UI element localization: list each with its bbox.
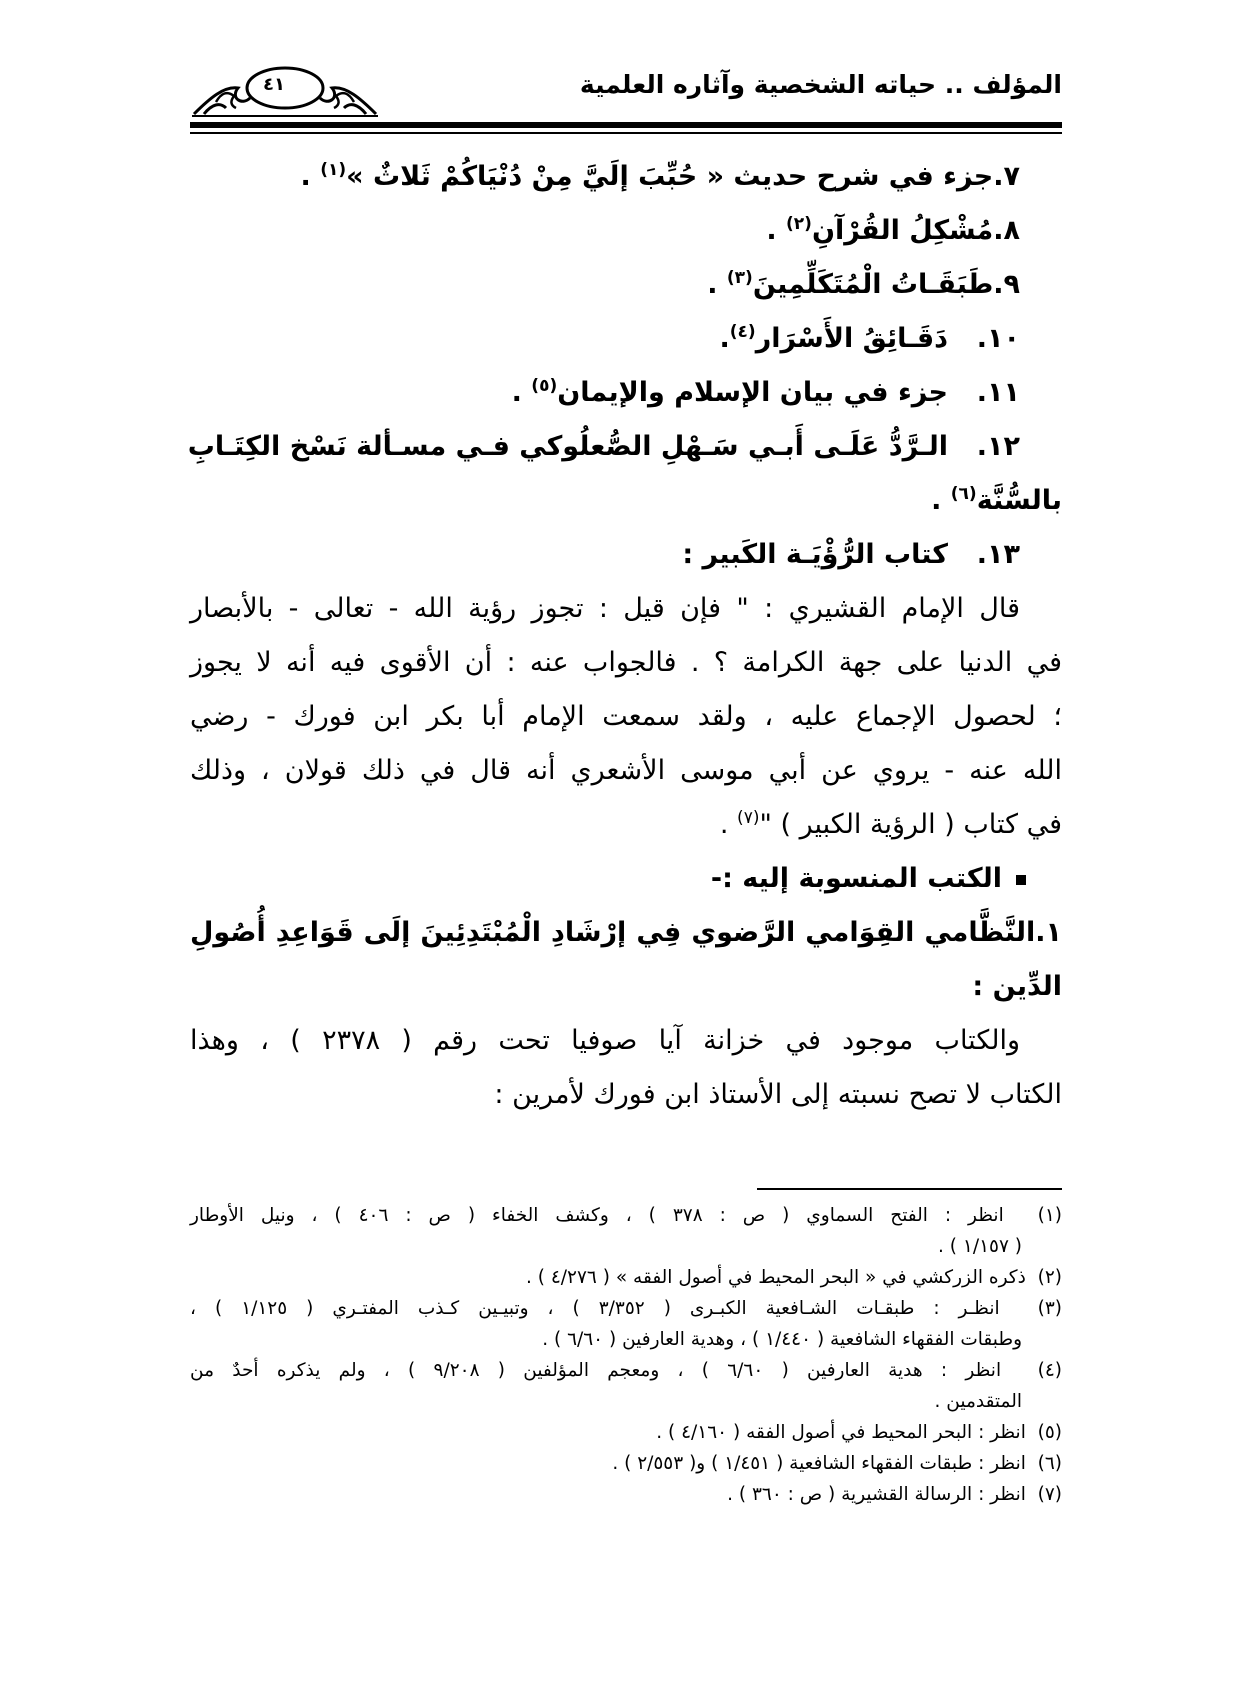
quote-line-1: قال الإمام القشيري : " فإن قيل : تجوز رؤية الله - تعالى - بالأبصار <box>190 593 1020 624</box>
quote-line-5: في كتاب ( الرؤية الكبير ) "$^{(٧)}$ . <box>719 808 1062 840</box>
footnote-ref-2: (٢) <box>785 214 812 234</box>
footnote-5: (٥) انظر : البحر المحيط في أصول الفقه ( ٤/١٦٠ ) . <box>656 1422 1062 1443</box>
list-item-10: ١٠.دَقَـائِقُ الأَسْرَار$^{(٤)}$. <box>719 322 1020 354</box>
footnote-ref-7: (٧) <box>737 808 760 828</box>
list-item-8: ٨.مُشْكِلُ القُرْآنِ$^{(٢)}$ . <box>766 214 1020 246</box>
footnote-2: (٢) ذكره الزركشي في « البحر المحيط في أصول الفقه » ( ٤/٢٧٦ ) . <box>526 1267 1062 1288</box>
section-heading-attributed-books: الكتب المنسوبة إليه :- <box>190 852 1062 906</box>
footnote-separator <box>757 1188 1062 1190</box>
quote-line-2: في الدنيا على جهة الكرامة ؟ . فالجواب عنه : أن الأقوى فيه أنه لا يجوز <box>190 647 1062 678</box>
footnote-ref-3: (٣) <box>726 268 753 288</box>
header-rule-thin <box>190 132 1062 134</box>
footnote-ref-5: (٥) <box>531 376 558 396</box>
attributed-book-1-cont: الدِّين : <box>972 971 1062 1002</box>
running-title: المؤلف .. حياته الشخصية وآثاره العلمية <box>579 70 1062 99</box>
list-item-11: ١١.جزء في بيان الإسلام والإيمان$^{(٥)}$ . <box>511 376 1020 408</box>
footnote-7: (٧) انظر : الرسالة القشيرية ( ص : ٣٦٠ ) . <box>727 1484 1062 1505</box>
header-rule-thick <box>190 122 1062 128</box>
attributed-book-1: ١.النَّظَّامي القِوَامي الرَّضوي فِي إرْشَادِ الْمُبْتَدِئِينَ إلَى قَوَاعِدِ أُصُولِ <box>190 917 1062 948</box>
footnote-ref-1: (١) <box>320 160 347 180</box>
main-text <box>187 150 1062 1122</box>
quote-line-3: ؛ لحصول الإجماع عليه ، ولقد سمعت الإمام أبا بكر ابن فورك - رضي <box>190 701 1062 732</box>
list-item-13: ١٣.كتاب الرُّؤْيَـة الكَبير : <box>682 539 1020 570</box>
paragraph-line-1: والكتاب موجود في خزانة آيا صوفيا تحت رقم ( ٢٣٧٨ ) ، وهذا <box>190 1025 1020 1056</box>
footnote-ref-6: (٦) <box>950 484 977 504</box>
quote-line-4: الله عنه - يروي عن أبي موسى الأشعري أنه قال في ذلك قولان ، وذلك <box>190 755 1062 786</box>
page-number: ٤١ <box>263 74 285 95</box>
footnote-4: (٤) انظر : هدية العارفين ( ٦/٦٠ ) ، ومعجم المؤلفين ( ٩/٢٠٨ ) ، ولم يذكره أحدٌ من المتقدمين . <box>190 1360 1062 1412</box>
footnotes <box>190 1200 1062 1510</box>
page-header <box>190 58 1062 128</box>
paragraph-line-2: الكتاب لا تصح نسبته إلى الأستاذ ابن فورك لأمرين : <box>494 1079 1062 1110</box>
list-item-12-cont: بالسُّنَّة$^{(٦)}$ . <box>931 484 1062 516</box>
footnote-ref-4: (٤) <box>729 322 756 342</box>
footnote-3: (٣) انظـر : طبقـات الشـافعية الكبـرى ( ٣/٣٥٢ ) ، وتبيـين كـذب المفتـري ( ١/١٢٥ ) ، وطبقات الفقهاء الشافعية ( ١/٤٤٠ ) ، وهدية العارفين ( ٦/٦٠ ) . <box>190 1298 1062 1350</box>
list-item-12: ١٢.الـرَّدُّ عَلَـى أَبـي سَـهْلِ الصُّعلُوكي فـي مسـألة نَسْخ الكِتَـابِ <box>187 431 1020 462</box>
list-item-7: ٧.جزء في شرح حديث « حُبِّبَ إلَيَّ مِنْ دُنْيَاكُمْ ثَلاثٌ »$^{(١)}$ . <box>300 160 1020 192</box>
footnote-1: (١) انظر : الفتح السماوي ( ص : ٣٧٨ ) ، وكشف الخفاء ( ص : ٤٠٦ ) ، ونيل الأوطار ( ١/١٥٧ ) . <box>190 1205 1063 1257</box>
square-bullet-icon <box>1016 875 1026 885</box>
list-item-9: ٩.طَبَقَـاتُ الْمُتَكَلِّمِينَ$^{(٣)}$ . <box>707 268 1020 300</box>
footnote-6: (٦) انظر : طبقات الفقهاء الشافعية ( ١/٤٥١ ) و( ٢/٥٥٣ ) . <box>612 1453 1062 1474</box>
